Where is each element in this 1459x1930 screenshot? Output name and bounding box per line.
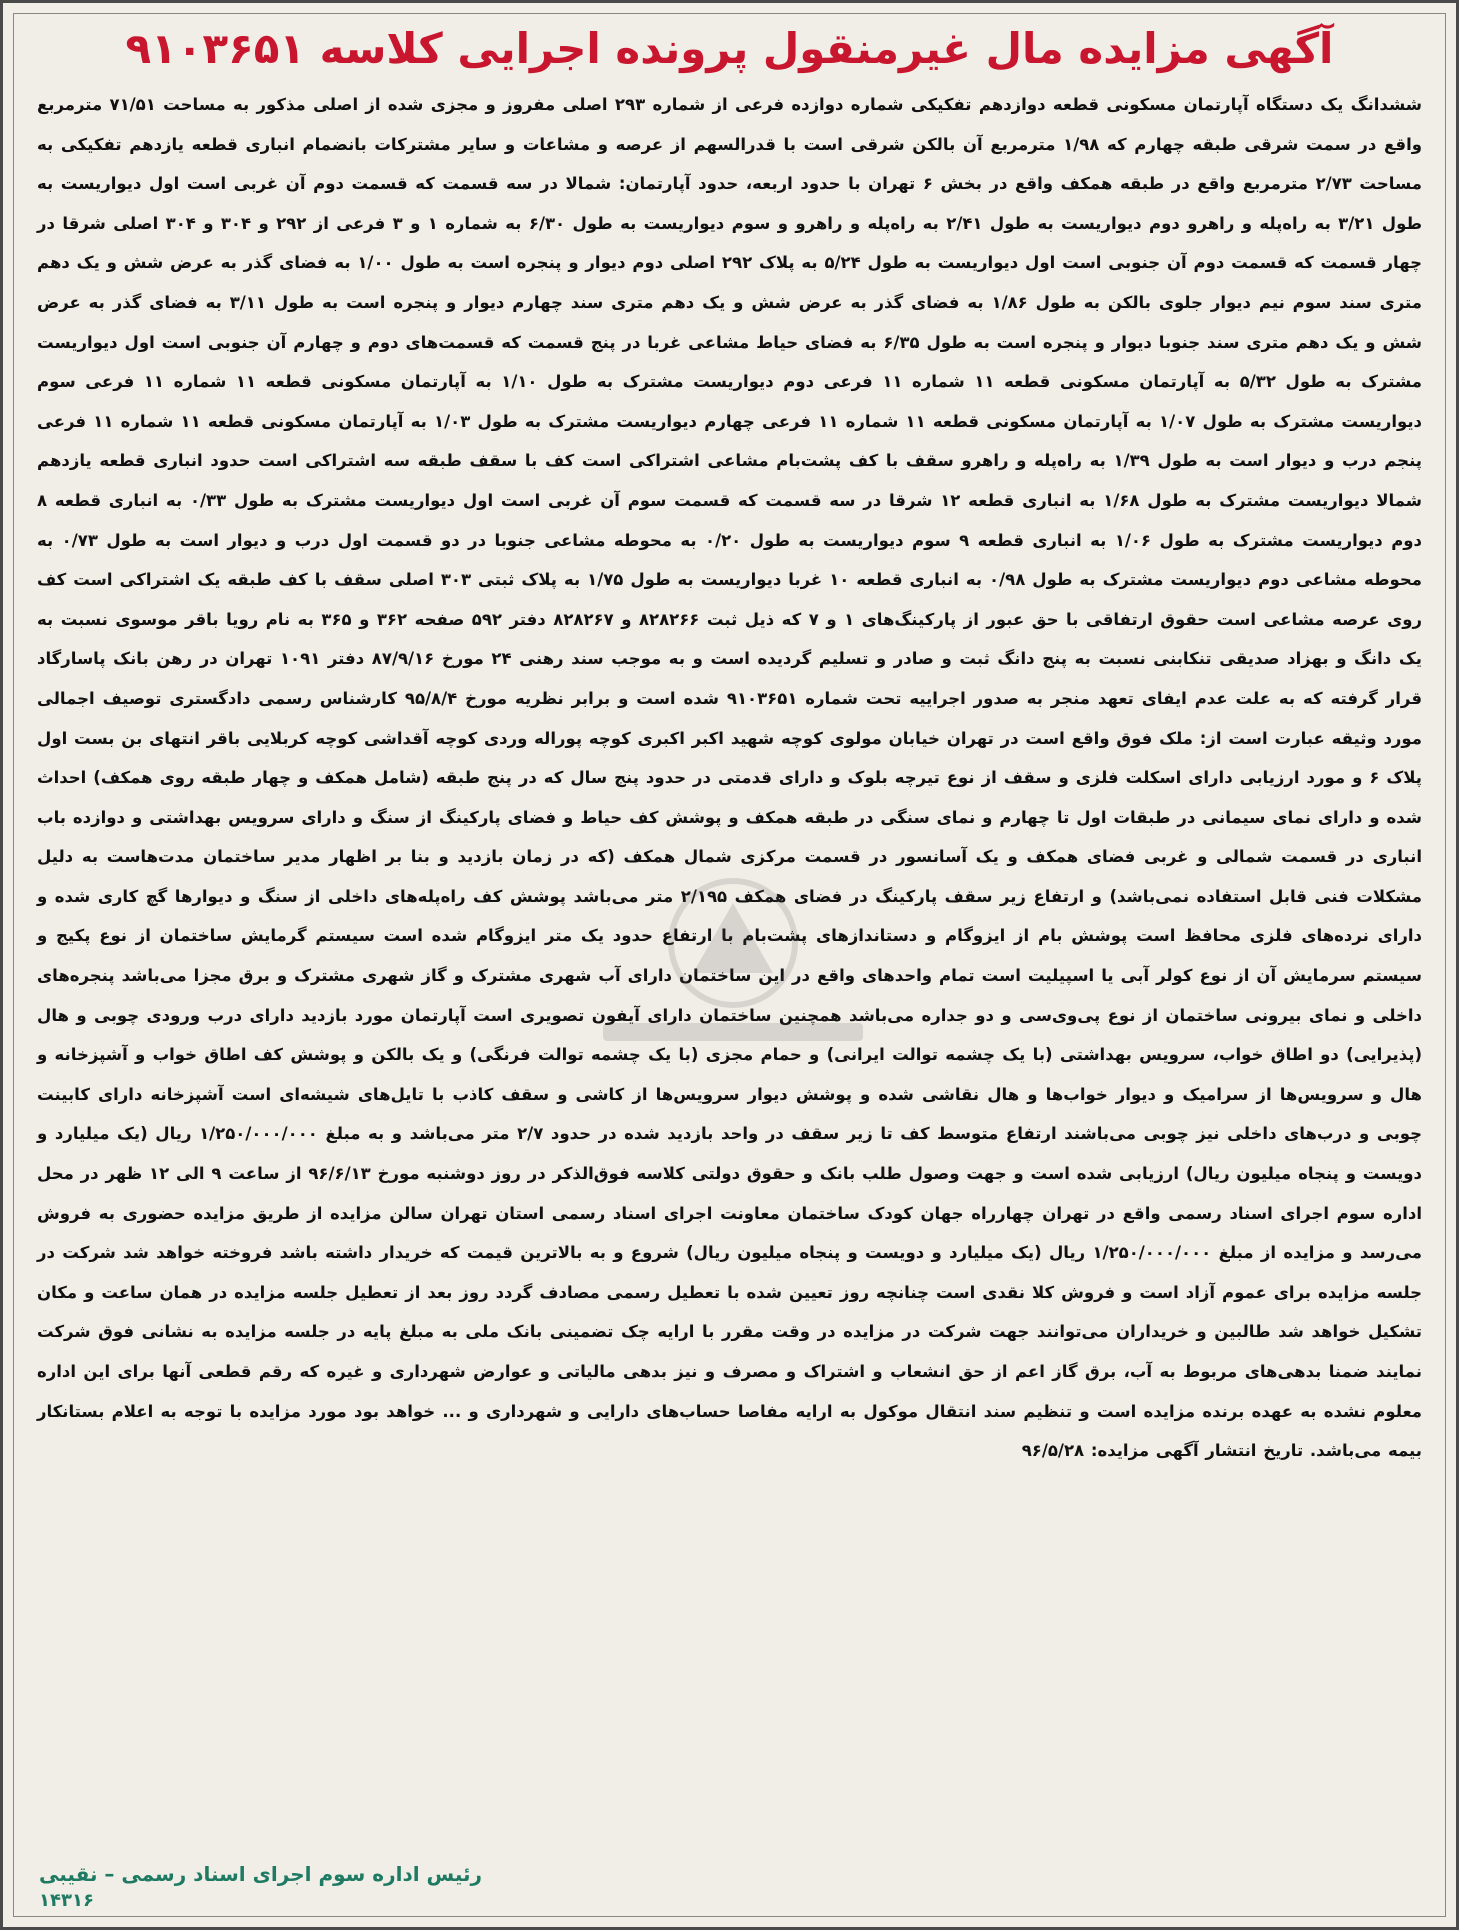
notice-footer: [3, 1859, 1456, 1915]
notice-title: آگهی مزایده مال غیرمنقول پرونده اجرایی کلاسه ۹۱۰۳۶۵۱: [125, 24, 1334, 73]
signature-line: رئیس اداره سوم اجرای اسناد رسمی – نقیبی: [39, 1862, 483, 1886]
notice-code: ۱۴۳۱۶: [39, 1890, 94, 1911]
notice-body: ششدانگ یک دستگاه آپارتمان مسکونی قطعه دوازدهم تفکیکی شماره دوازده فرعی از شماره ۲۹۳ اصلی مفروز و مجزی شده از اصلی مذکور به مساحت ۷۱/۵۱ مترمربع واقع در سمت شرقی طبقه چهارم که ۱/۹۸ مترمربع آن بالکن شرقی است با قدرالسهم از عرصه و مشاعات و سایر مشترکات بانضمام انباری قطعه یازدهم تفکیکی به مساحت ۲/۷۳ مترمربع واقع در طبقه همکف واقع در بخش ۶ تهران با حدود اربعه، حدود آپارتمان: شمالا در سه قسمت که قسمت دوم آن غربی است اول دیواریست به طول ۳/۲۱ به راه‌پله و راهرو دوم دیواریست به طول ۲/۴۱ به راه‌پله و راهرو و سوم دیواریست به طول ۶/۳۰ به شماره ۱ و ۳ فرعی از ۲۹۲ و ۳۰۴ و ۳۰۴ اصلی شرقا در چهار قسمت که قسمت دوم آن جنوبی است اول دیواریست به طول ۵/۲۴ به پلاک ۲۹۲ اصلی دوم دیوار و پنجره است به طول ۱/۰۰ به فضای گذر به عرض شش و یک دهم متری سند سوم نیم دیوار جلوی بالکن به طول ۱/۸۶ به فضای گذر به عرض شش و یک دهم متری سند چهارم دیوار و پنجره است به طول ۳/۱۱ به فضای گذر به عرض شش و یک دهم متری سند جنوبا دیوار و پنجره است به طول ۶/۳۵ به فضای حیاط مشاعی غربا در پنج قسمت که قسمت‌های دوم و چهارم آن جنوبی است اول دیواریست مشترک به طول ۵/۳۲ به آپارتمان مسکونی قطعه ۱۱ شماره ۱۱ فرعی دوم دیواریست مشترک به طول ۱/۱۰ به آپارتمان مسکونی قطعه ۱۱ شماره ۱۱ فرعی سوم دیواریست مشترک به طول ۱/۰۷ به آپارتمان مسکونی قطعه ۱۱ شماره ۱۱ فرعی چهارم دیواریست مشترک به طول ۱/۰۳ به آپارتمان مسکونی قطعه ۱۱ شماره ۱۱ فرعی پنجم درب و دیوار است به طول ۱/۳۹ به راه‌پله و راهرو سقف با کف پشت‌بام مشاعی اشتراکی است کف با سقف طبقه سه اشتراکی است حدود انباری قطعه یازدهم شمالا دیواریست مشترک به طول ۱/۶۸ به انباری قطعه ۱۲ شرقا در سه قسمت که قسمت سوم آن غربی است اول دیواریست مشترک به طول ۰/۳۳ به انباری قطعه ۸ دوم دیواریست مشترک به طول ۱/۰۶ به انباری قطعه ۹ سوم دیواریست به طول ۰/۲۰ به محوطه مشاعی جنوبا در دو قسمت اول درب و دیوار است به طول ۰/۷۳ به محوطه مشاعی دوم دیواریست مشترک به طول ۰/۹۸ به انباری قطعه ۱۰ غربا دیواریست به طول ۱/۷۵ به پلاک ثبتی ۳۰۳ اصلی سقف با کف طبقه یک اشتراکی است کف روی عرصه مشاعی است حقوق ارتفاقی با حق عبور از پارکینگ‌های ۱ و ۷ که ذیل ثبت ۸۲۸۲۶۶ و ۸۲۸۲۶۷ دفتر ۵۹۲ صفحه ۳۶۲ و ۳۶۵ به نام رویا باقر موسوی نسبت به یک دانگ و بهزاد صدیقی تنکابنی نسبت به پنج دانگ ثبت و صادر و تسلیم گردیده است و به موجب سند رهنی ۲۴ مورخ ۸۷/۹/۱۶ دفتر ۱۰۹۱ تهران در رهن بانک پاسارگاد قرار گرفته که به علت عدم ایفای تعهد منجر به صدور اجراییه تحت شماره ۹۱۰۳۶۵۱ شده است و برابر نظریه مورخ ۹۵/۸/۴ کارشناس رسمی دادگستری توصیف اجمالی مورد وثیقه عبارت است از: ملک فوق واقع است در تهران خیابان مولوی کوچه شهید اکبر اکبری کوچه پوراله وردی کوچه آقداشی کوچه کربلایی باقر انتهای بن بست اول پلاک ۶ و مورد ارزیابی دارای اسکلت فلزی و سقف از نوع تیرچه بلوک و دارای قدمتی در حدود پنج سال که در پنج طبقه (شامل همکف و چهار طبقه روی همکف) احداث شده و دارای نمای سیمانی در طبقات اول تا چهارم و نمای سنگی در طبقه همکف و پوشش کف حیاط و فضای پارکینگ از سنگ و دارای سرویس بهداشتی و دوازده باب انباری در قسمت شمالی و غربی فضای همکف و یک آسانسور در قسمت مرکزی شمال همکف (که در زمان بازدید و بنا بر اظهار مدیر ساختمان مدت‌هاست به دلیل مشکلات فنی قابل استفاده نمی‌باشد) و ارتفاع زیر سقف پارکینگ در فضای همکف ۲/۱۹۵ متر می‌باشد پوشش کف راه‌پله‌های داخلی از سنگ و دیوارها گچ کاری شده و دارای نرده‌های فلزی محافظ است پوشش بام از ایزوگام و دستاندازهای پشت‌بام با ارتفاع حدود یک متر ایزوگام شده است سیستم گرمایش ساختمان از نوع پکیج و سیستم سرمایش آن از نوع کولر آبی یا اسپیلیت است تمام واحدهای واقع در این ساختمان دارای آب شهری مشترک و گاز شهری مشترک و برق مجزا می‌باشد پنجره‌های داخلی و نمای بیرونی ساختمان از نوع پی‌وی‌سی و دو جداره می‌باشد همچنین ساختمان دارای آیفون تصویری است آپارتمان مورد بازدید دارای درب ورودی چوبی و هال (پذیرایی) دو اطاق خواب، سرویس بهداشتی (با یک چشمه توالت ایرانی) و حمام مجزی (با یک چشمه توالت فرنگی) و یک بالکن و پوشش کف اطاق خواب و آشپزخانه و هال و سرویس‌ها از سرامیک و دیوار خواب‌ها و هال نقاشی شده و پوشش دیوار سرویس‌ها از کاشی و سقف کاذب با تایل‌های شیشه‌ای است آشپزخانه دارای کابینت چوبی و درب‌های داخلی نیز چوبی می‌باشند ارتفاع متوسط کف تا زیر سقف در واحد بازدید شده در حدود ۲/۷ متر می‌باشد و به مبلغ ۱/۲۵۰/۰۰۰/۰۰۰ ریال (یک میلیارد و دویست و پنجاه میلیون ریال) ارزیابی شده است و جهت وصول طلب بانک و حقوق دولتی کلاسه فوق‌الذکر در روز دوشنبه مورخ ۹۶/۶/۱۳ از ساعت ۹ الی ۱۲ ظهر در محل اداره سوم اجرای اسناد رسمی واقع در تهران چهارراه جهان کودک ساختمان معاونت اجرای اسناد رسمی استان تهران سالن مزایده از طریق مزایده حضوری به فروش می‌رسد و مزایده از مبلغ ۱/۲۵۰/۰۰۰/۰۰۰ ریال (یک میلیارد و دویست و پنجاه میلیون ریال) شروع و به بالاترین قیمت که خریدار داشته باشد فروخته خواهد شد شرکت در جلسه مزایده برای عموم آزاد است و فروش کلا نقدی است چنانچه روز تعیین شده با تعطیل رسمی مصادف گردد روز بعد از تعطیل جلسه مزایده در همان ساعت و مکان تشکیل خواهد شد طالبین و خریداران می‌توانند جهت شرکت در مزایده در وقت مقرر با ارایه چک تضمینی بانک ملی به مبلغ پایه در جلسه مزایده به نشانی فوق شرکت نمایند ضمنا بدهی‌های مربوط به آب، برق گاز اعم از حق انشعاب و اشتراک و مصرف و نیز بدهی مالیاتی و عوارض شهرداری و غیره که رقم قطعی آنها برای این اداره معلوم نشده به عهده برنده مزایده است و تنظیم سند انتقال موکول به ارایه مفاصا حساب‌های دارایی و شهرداری و ... خواهد بود مورد مزایده با توجه به اعلام بستانکار بیمه می‌باشد. تاریخ انتشار آگهی مزایده: ۹۶/۵/۲۸: [37, 95, 1423, 1461]
